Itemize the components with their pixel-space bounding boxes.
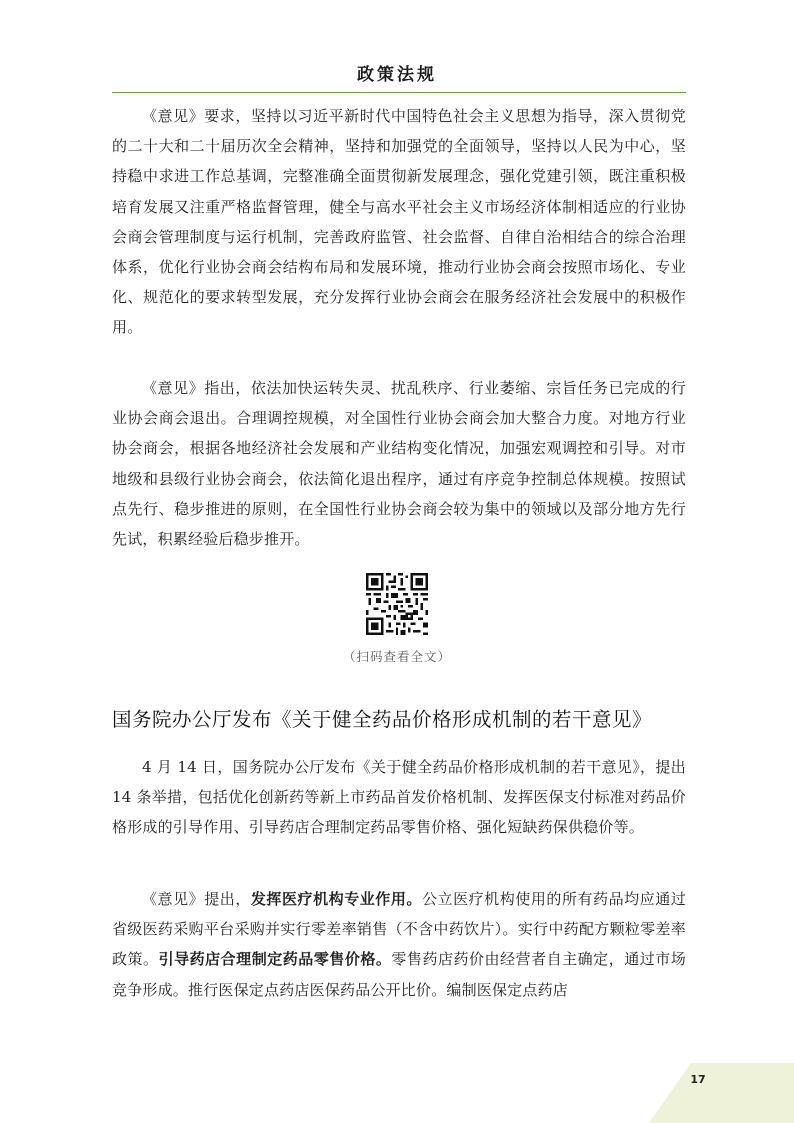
section-title-header: 政策法规 xyxy=(357,65,437,85)
article1-paragraph-1: 《意见》要求，坚持以习近平新时代中国特色社会主义思想为指导，深入贯彻党的二十大和二十届历次全会精神，坚持和加强党的全面领导，坚持以人民为中心，坚持稳中求进工作总基调，完整准确全面贯彻新发展理念，强化党建引领，既注重积极培育发展又注重严格监督管理，健全与高水平社会主义市场经济体制相适应的行业协会商会管理制度与运行机制，完善政府监管、社会监督、自律自治相结合的综合治理体系，优化行业协会商会结构布局和发展环境，推动行业协会商会按照市场化、专业化、规范化的要求转型发展，充分发挥行业协会商会在服务经济社会发展中的积极作用。 xyxy=(112,107,686,337)
article1-paragraph-2: 《意见》指出，依法加快运转失灵、扰乱秩序、行业萎缩、宗旨任务已完成的行业协会商会退出。合理调控规模，对全国性行业协会商会加大整合力度。对地方行业协会商会，根据各地经济社会发展和产业结构变化情况，加强宏观调控和引导。对市地级和县级行业协会商会，依法简化退出程序，通过有序竞争控制总体规模。按照试点先行、稳步推进的原则，在全国性行业协会商会较为集中的领域以及部分地方先行先试，积累经验后稳步推开。 xyxy=(112,379,686,549)
article2-paragraph-1: 4 月 14 日，国务院办公厅发布《关于健全药品价格形成机制的若干意见》，提出 14 条举措，包括优化创新药等新上市药品首发价格机制、发挥医保支付标准对药品价格形成的引导作用、引导药店合理制定药品零售价格、强化短缺药保供稳价等。 xyxy=(112,758,686,837)
paragraph-body-continued: 零售药店药价由经营者自主确定，通过市场竞争形成。推行医保定点药店医保药品公开比价。编制医保定点药店 xyxy=(112,950,686,999)
paragraph-body: 公立医疗机构使用的所有药品均应通过省级医药采购平台采购并实行零差率销售（不含中药饮片）。实行中药配方颗粒零差率政策。 xyxy=(112,890,687,969)
emphasis-medical-institutions: 发挥医疗机构专业作用。 xyxy=(250,890,422,908)
qr-code-image[interactable] xyxy=(366,573,428,635)
emphasis-pharmacy-pricing: 引导药店合理制定药品零售价格。 xyxy=(158,950,392,969)
page-number: 17 xyxy=(690,1073,706,1086)
qr-caption: （扫码查看全文） xyxy=(342,649,451,664)
header-divider xyxy=(112,92,686,93)
article2-paragraph-2 xyxy=(112,884,686,1005)
paragraph-lead: 《意见》提出， xyxy=(142,890,251,908)
page-corner-decoration xyxy=(649,1063,794,1123)
article2-headline: 国务院办公厅发布《关于健全药品价格形成机制的若干意见》 xyxy=(112,708,653,731)
